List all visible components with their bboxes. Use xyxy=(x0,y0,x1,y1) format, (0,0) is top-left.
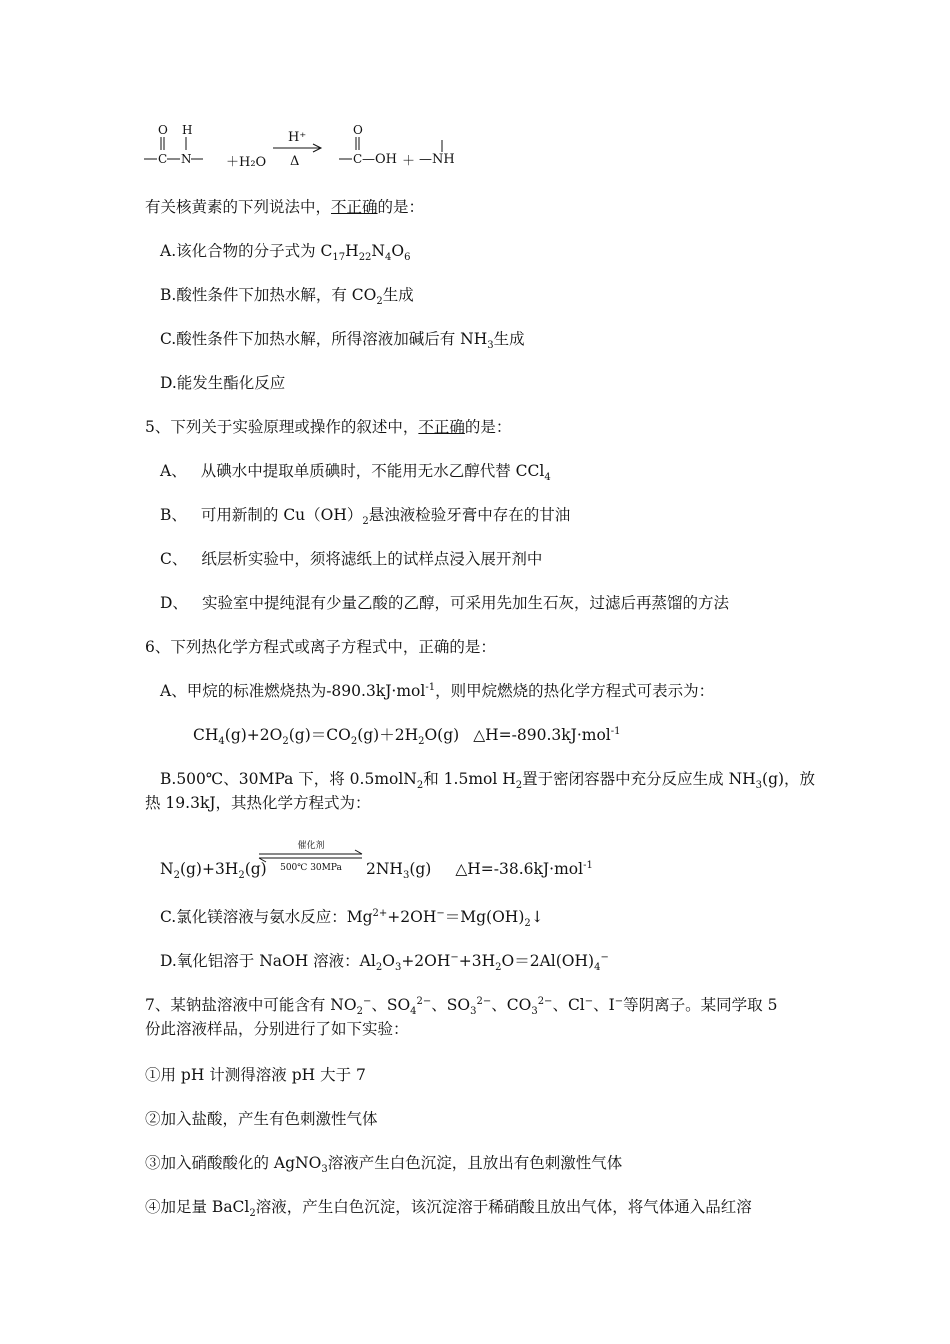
q4-option-d: D.能发生酯化反应 xyxy=(160,374,286,392)
q7-stem-line2: 份此溶液样品，分别进行了如下实验： xyxy=(145,1020,409,1038)
catalyst-label: H⁺ xyxy=(288,130,307,145)
q5-option-d: D、 实验室中提纯混有少量乙酸的乙醇，可采用先加生石灰，过滤后再蒸馏的方法 xyxy=(160,594,729,612)
q7-experiment-1: ①用 pH 计测得溶液 pH 大于 7 xyxy=(145,1066,366,1084)
acid-o-atom: O xyxy=(353,123,363,137)
q6-option-b-rhs: $2NH_3(g)$ △H=-38.6kJ·mol$^{-1}$ xyxy=(366,859,593,882)
q6-option-b-line1: B.500℃、30MPa 下，将 0.5molN$_2$和 1.5mol $H_2$置于密闭容器中充分反应生成 $NH_3(g)$，放 xyxy=(160,770,816,792)
q5-option-a: A、 从碘水中提取单质碘时，不能用无水乙醇代替 CCl$_4$ xyxy=(160,462,551,484)
plus-sign: ＋ xyxy=(402,154,416,169)
plus-water: ＋H₂O xyxy=(226,155,267,170)
q4-stem-underline: 不正确 xyxy=(331,198,378,216)
arrow-conditions-label: 500℃ 30MPa xyxy=(280,863,342,873)
amide-h-atom: H xyxy=(182,123,193,137)
heat-label: Δ xyxy=(290,154,300,169)
acid-c-atom: C xyxy=(353,152,363,166)
q6-option-b-lhs: $N_2(g)+3H_2(g)$ xyxy=(160,860,267,882)
q7-experiment-3: ③加入硝酸酸化的 AgNO$_3$溶液产生白色沉淀，且放出有色刺激性气体 xyxy=(145,1154,623,1176)
q6-stem: 6、下列热化学方程式或离子方程式中，正确的是： xyxy=(145,638,496,656)
amide-n-atom: N xyxy=(181,152,192,166)
q4-stem-post: 的是： xyxy=(377,198,425,216)
q4-stem-pre: 有关核黄素的下列说法中， xyxy=(145,198,332,216)
q5-option-b: B、 可用新制的 $Cu(OH)_2$悬浊液检验牙膏中存在的甘油 xyxy=(160,506,571,528)
q6-option-d: D.氧化铝溶于 NaOH 溶液：$Al_2O_3+2OH^-+3H_2O=2Al(OH)_4^-$ xyxy=(160,951,609,974)
q4-option-a: A.该化合物的分子式为 $C_{17}H_{22}N_4O_6$ xyxy=(160,242,411,264)
q4-stem xyxy=(145,196,424,218)
q6-option-b-line2: 热 19.3kJ，其热化学方程式为： xyxy=(145,794,371,812)
q7-experiment-4: ④加足量 BaCl$_2$溶液，产生白色沉淀，该沉淀溶于稀硝酸且放出气体，将气体通入品红溶 xyxy=(145,1198,752,1220)
arrow-catalyst-label: 催化剂 xyxy=(297,841,325,851)
q6-option-a: A、甲烷的标准燃烧热为-890.3kJ·mol$^{-1}$，则甲烷燃烧的热化学方程式可表示为： xyxy=(160,681,715,700)
forward-arrow-head xyxy=(355,850,362,854)
amide-c-atom: C xyxy=(158,152,168,166)
amide-hydrolysis-scheme xyxy=(140,112,470,176)
q7-experiment-2: ②加入盐酸，产生有色刺激性气体 xyxy=(145,1110,378,1128)
q6-option-a-equation: $CH_4(g)+2O_2(g)=CO_2(g)+2H_2O(g)$ △H=-890.3kJ·mol$^{-1}$ xyxy=(193,725,621,748)
q5-stem: 5、下列关于实验原理或操作的叙述中，不正确的是： xyxy=(145,418,512,436)
q5-stem-underline: 不正确 xyxy=(418,418,465,436)
q4-option-c: C.酸性条件下加热水解，所得溶液加碱后有 $NH_3$生成 xyxy=(160,330,525,352)
q5-option-c: C、 纸层析实验中，须将滤纸上的试样点浸入展开剂中 xyxy=(160,550,543,568)
reversible-arrow-with-conditions xyxy=(255,838,367,878)
q6-option-c: C.氯化镁溶液与氨水反应：$Mg^{2+}+2OH^-=Mg(OH)_2↓$ xyxy=(160,907,544,930)
q4-option-b: B.酸性条件下加热水解，有 $CO_2$生成 xyxy=(160,286,414,308)
amine-nh: —NH xyxy=(419,152,455,167)
q7-stem-line1: 7、某钠盐溶液中可能含有 $NO_2^-$、$SO_4^{2-}$、$SO_3^{2-}$、$CO_3^{2-}$、Cl−、I−等阴离子。某同学取 5 xyxy=(145,995,778,1018)
acid-oh: —OH xyxy=(362,152,397,167)
amide-o-atom: O xyxy=(158,123,168,137)
